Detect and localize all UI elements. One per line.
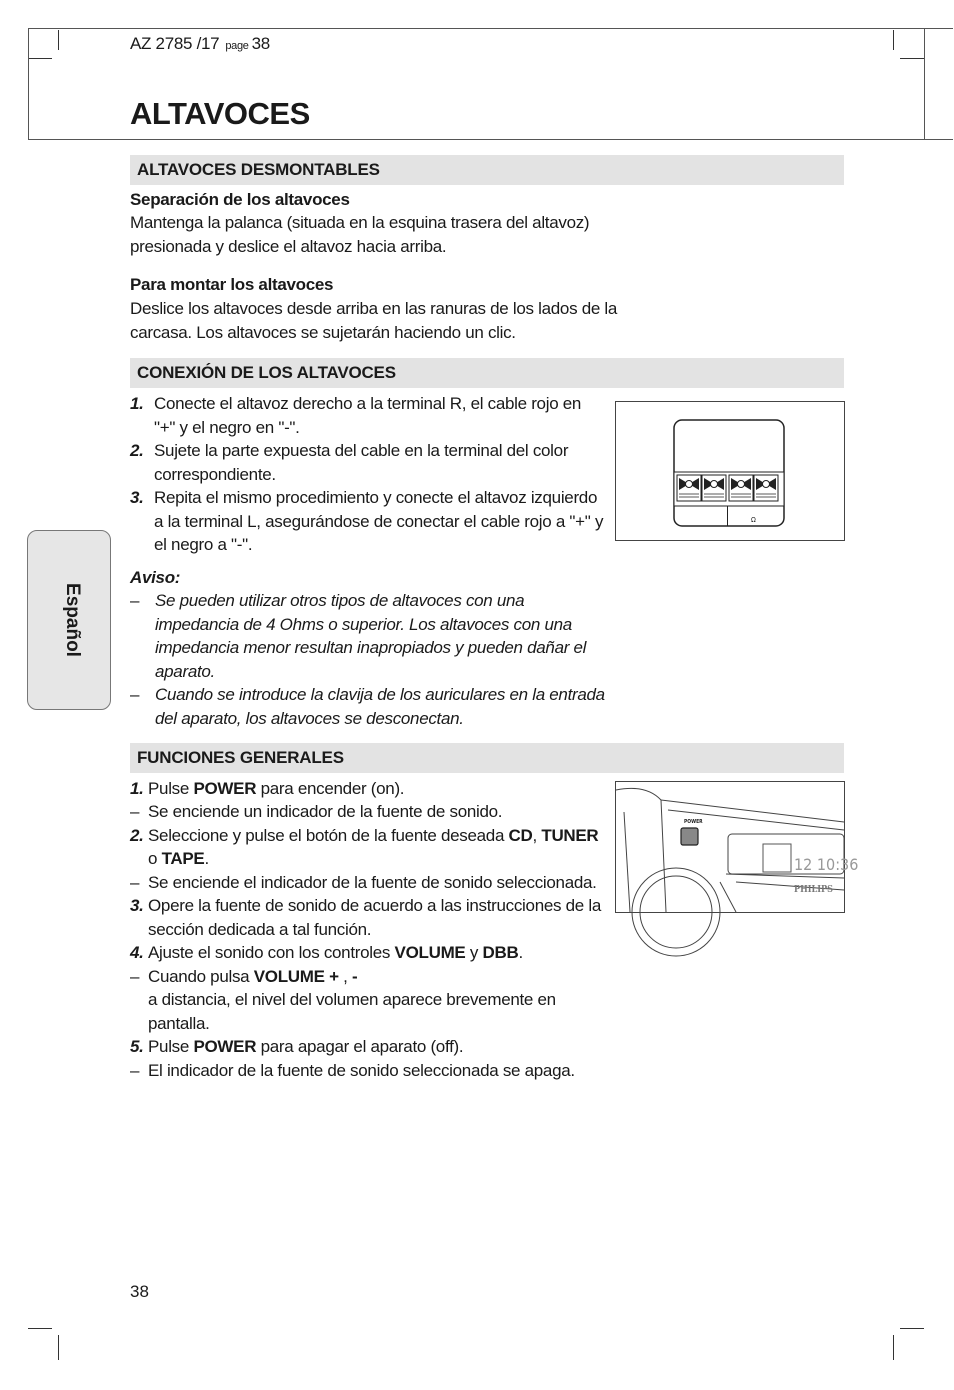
power-button-illustration	[681, 828, 698, 845]
paragraph-line: carcasa. Los altavoces se sujetarán haciendo un clic.	[130, 323, 516, 342]
subheading: Para montar los altavoces	[130, 275, 334, 294]
device-front-illustration	[616, 782, 859, 912]
subheading: Separación de los altavoces	[130, 190, 350, 209]
brand-logo: PHILIPS	[794, 885, 833, 895]
aviso-label: Aviso:	[130, 568, 181, 587]
crop-mark	[28, 1328, 52, 1329]
instruction-line: 3. Opere la fuente de sonido de acuerdo a las instrucciones de la	[130, 896, 601, 915]
speaker-terminal-figure	[615, 401, 845, 541]
instruction-line: – El indicador de la fuente de sonido seleccionada se apaga.	[130, 1061, 575, 1080]
page-title: ALTAVOCES	[130, 96, 310, 131]
instruction-line: o TAPE.	[148, 849, 209, 868]
instruction-line: 2. Seleccione y pulse el botón de la fuente deseada CD, TUNER	[130, 826, 599, 845]
section-heading-altavoces-desmontables: ALTAVOCES DESMONTABLES	[130, 155, 844, 185]
power-label: POWER	[684, 819, 703, 825]
crop-mark	[58, 1335, 59, 1360]
page-number: 38	[130, 1282, 149, 1301]
instruction-line: sección dedicada a tal función.	[148, 920, 372, 939]
crop-mark	[900, 1328, 924, 1329]
language-tab-label: Español	[62, 583, 83, 657]
ohm-symbol: Ω	[751, 516, 756, 524]
instruction-line: 4. Ajuste el sonido con los controles VOLUME y DBB.	[130, 943, 523, 962]
model-reference: AZ 2785 /17 page 38	[130, 34, 270, 53]
instruction-line: 5. Pulse POWER para apagar el aparato (off).	[130, 1037, 464, 1056]
instruction-line: pantalla.	[148, 1014, 210, 1033]
paragraph-line: presionada y deslice el altavoz hacia arriba.	[130, 237, 447, 256]
crop-mark	[893, 1335, 894, 1360]
section-heading-funciones: FUNCIONES GENERALES	[130, 743, 844, 773]
section-heading-conexion: CONEXIÓN DE LOS ALTAVOCES	[130, 358, 844, 388]
instruction-line: – Se enciende el indicador de la fuente de sonido seleccionada.	[130, 873, 597, 892]
instruction-line: – Cuando pulsa VOLUME + , -	[130, 967, 358, 986]
instruction-line: 1. Pulse POWER para encender (on).	[130, 779, 405, 798]
device-front-figure	[615, 781, 859, 913]
paragraph-line: Mantenga la palanca (situada en la esquina trasera del altavoz)	[130, 213, 590, 232]
instruction-line: – Se enciende un indicador de la fuente de sonido.	[130, 802, 503, 821]
paragraph-line: Deslice los altavoces desde arriba en las ranuras de los lados de la	[130, 299, 618, 318]
instruction-line: a distancia, el nivel del volumen aparece brevemente en	[148, 990, 556, 1009]
speaker-terminal-illustration	[616, 402, 844, 540]
display-readout: 12 10:36	[794, 855, 859, 874]
